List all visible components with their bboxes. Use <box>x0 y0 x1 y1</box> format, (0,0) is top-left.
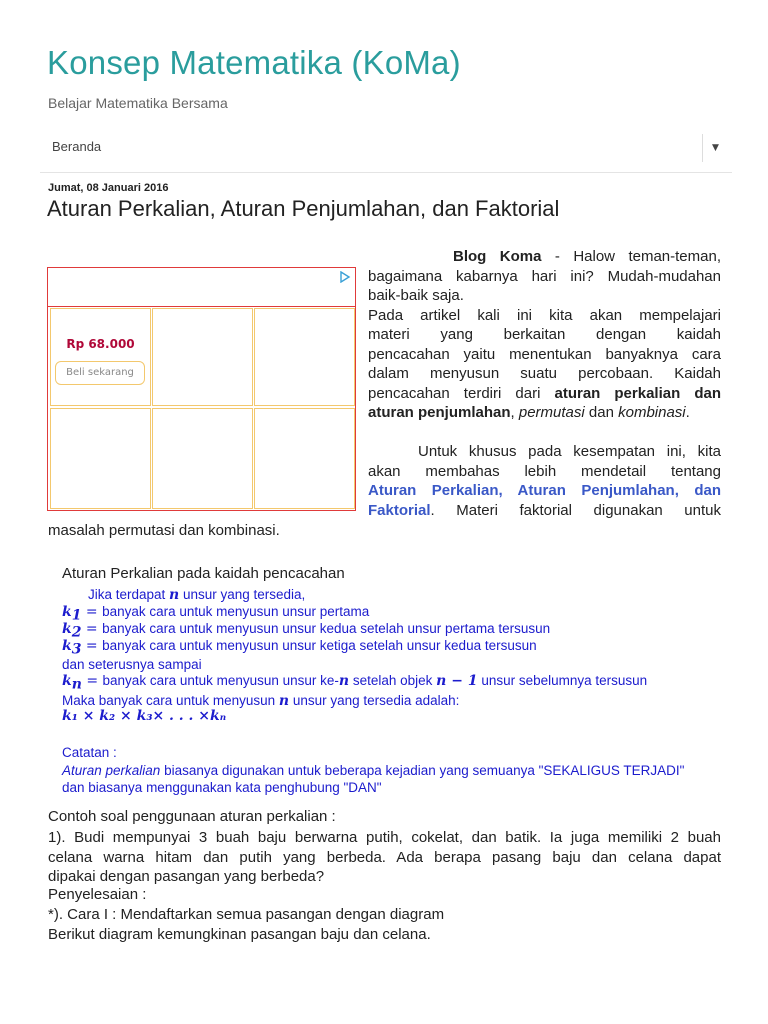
example-text: celana warna hitam dan putih yang berbeda. Ada berapa pasang baju dan celana dapat <box>48 848 721 866</box>
rule-text: unsur yang tersedia, <box>179 587 306 602</box>
nav-bar <box>40 130 732 173</box>
ad-buy-button[interactable]: Beli sekarang <box>55 361 145 385</box>
example-text: 1). Budi mempunyai 3 buah baju berwarna putih, cokelat, dan batik. Ia juga memiliki 2 buah <box>48 829 721 846</box>
ad-product-tile[interactable] <box>254 408 355 509</box>
rule-text: banyak cara untuk menyusun unsur ketiga setelah unsur kedua tersusun <box>102 638 537 653</box>
math-var: k <box>62 638 72 654</box>
ad-product-tile[interactable] <box>152 308 253 406</box>
ad-product-tile[interactable] <box>152 408 253 509</box>
rule-text: unsur yang tersedia adalah: <box>289 693 460 708</box>
rule-line <box>62 693 459 709</box>
rule-text: banyak cara untuk menyusun unsur kedua setelah unsur pertama tersusun <box>102 621 551 636</box>
ad-header <box>48 268 355 307</box>
intro-bold-term: aturan penjumlahan <box>368 404 511 421</box>
post-title[interactable]: Aturan Perkalian, Aturan Penjumlahan, dan Faktorial <box>47 196 560 221</box>
ad-product-tile[interactable] <box>254 308 355 406</box>
example-question <box>48 828 721 887</box>
math-op: = <box>81 673 103 689</box>
math-var: k <box>62 621 72 637</box>
solution-heading: Penyelesaian : <box>48 886 147 903</box>
example-heading: Contoh soal penggunaan aturan perkalian : <box>48 808 336 825</box>
rule-formula <box>62 708 226 724</box>
math-var: k <box>62 604 72 620</box>
intro-text: akan membahas lebih mendetail tentang <box>368 462 721 480</box>
adchoices-icon[interactable] <box>339 271 351 286</box>
rule-line <box>62 673 647 693</box>
math-var: n <box>278 693 290 709</box>
rule-line <box>88 587 305 603</box>
rule-heading: Aturan Perkalian pada kaidah pencacahan <box>62 565 345 582</box>
intro-text: baik-baik saja. <box>368 287 464 304</box>
blog-title[interactable]: Konsep Matematika (KoMa) <box>47 44 461 81</box>
math-sub: 3 <box>71 641 82 658</box>
math-formula: k₁ × k₂ × k₃× . . . ×kₙ <box>62 708 227 724</box>
note-title: Catatan : <box>62 745 117 760</box>
rule-text: banyak cara untuk menyusun unsur pertama <box>102 604 370 619</box>
ad-product-tile[interactable] <box>50 408 151 509</box>
math-sub: 1 <box>71 607 82 624</box>
math-var: k <box>62 673 72 689</box>
intro-text: bagaimana kabarnya hari ini? Mudah-mudahan <box>368 267 721 285</box>
math-sub: 2 <box>71 624 82 641</box>
intro-text: Untuk khusus pada kesempatan ini, kita <box>418 443 721 460</box>
ad-product-tile[interactable] <box>50 308 151 406</box>
note-text: biasanya digunakan untuk beberapa kejadian yang semuanya "SEKALIGUS TERJADI" <box>160 763 685 778</box>
example-text: dipakai dengan pasangan yang berbeda? <box>48 868 325 885</box>
post-date: Jumat, 08 Januari 2016 <box>48 182 169 194</box>
note-line <box>62 763 684 778</box>
intro-paragraph-1 <box>368 247 721 520</box>
intro-text: materi yang berkaitan dengan kaidah <box>368 326 721 343</box>
intro-text: dalam menyusun suatu percobaan. Kaidah <box>368 365 721 382</box>
rule-text: banyak cara untuk menyusun unsur ke- <box>102 673 339 688</box>
intro-bold-term: aturan perkalian dan <box>554 384 722 402</box>
topic-link[interactable]: Faktorial <box>368 501 431 519</box>
intro-text: , <box>510 404 519 421</box>
rule-line <box>62 638 537 658</box>
rule-text: dan seterusnya sampai <box>62 657 202 672</box>
nav-dropdown-caret-icon[interactable]: ▼ <box>712 143 719 153</box>
nav-home-link[interactable]: Beranda <box>52 139 102 154</box>
intro-text: masalah permutasi dan kombinasi. <box>48 522 280 539</box>
rule-text: unsur sebelumnya tersusun <box>477 673 648 688</box>
rule-text: Jika terdapat <box>88 587 170 602</box>
topic-link[interactable]: Aturan Perkalian, Aturan Penjumlahan, dan <box>368 482 721 499</box>
note-text: dan biasanya menggunakan kata penghubung "DAN" <box>62 780 382 795</box>
rule-text: Maka banyak cara untuk menyusun <box>62 693 279 708</box>
intro-text: pencacahan terdiri dari <box>368 384 555 402</box>
solution-text: Berikut diagram kemungkinan pasangan baju dan celana. <box>48 926 431 943</box>
math-op: = <box>81 621 103 637</box>
math-sub: n <box>71 676 82 693</box>
intro-text: - Halow teman-teman, <box>541 248 721 265</box>
math-var: n <box>338 673 350 689</box>
intro-italic-term: permutasi <box>518 404 585 421</box>
intro-italic-term: kombinasi <box>618 404 686 421</box>
math-var: n <box>169 587 180 603</box>
math-expr: n − 1 <box>436 673 478 689</box>
nav-divider <box>702 134 703 162</box>
intro-text: Pada artikel kali ini kita akan mempelajari <box>368 306 721 324</box>
intro-blog-name: Blog Koma <box>453 248 542 265</box>
intro-text: pencacahan yaitu menentukan banyaknya cara <box>368 345 721 363</box>
rule-text: setelah objek <box>349 673 437 688</box>
ad-price: Rp 68.000 <box>66 337 135 351</box>
blog-description: Belajar Matematika Bersama <box>48 95 228 111</box>
math-op: = <box>81 604 103 620</box>
advertisement[interactable] <box>47 267 356 511</box>
intro-text: . Materi faktorial digunakan untuk <box>430 501 721 519</box>
intro-text: . <box>685 404 690 421</box>
intro-text: dan <box>584 404 619 421</box>
solution-method: *). Cara I : Mendaftarkan semua pasangan dengan diagram <box>48 906 445 923</box>
note-italic-term: Aturan perkalian <box>62 763 161 778</box>
math-op: = <box>81 638 103 654</box>
